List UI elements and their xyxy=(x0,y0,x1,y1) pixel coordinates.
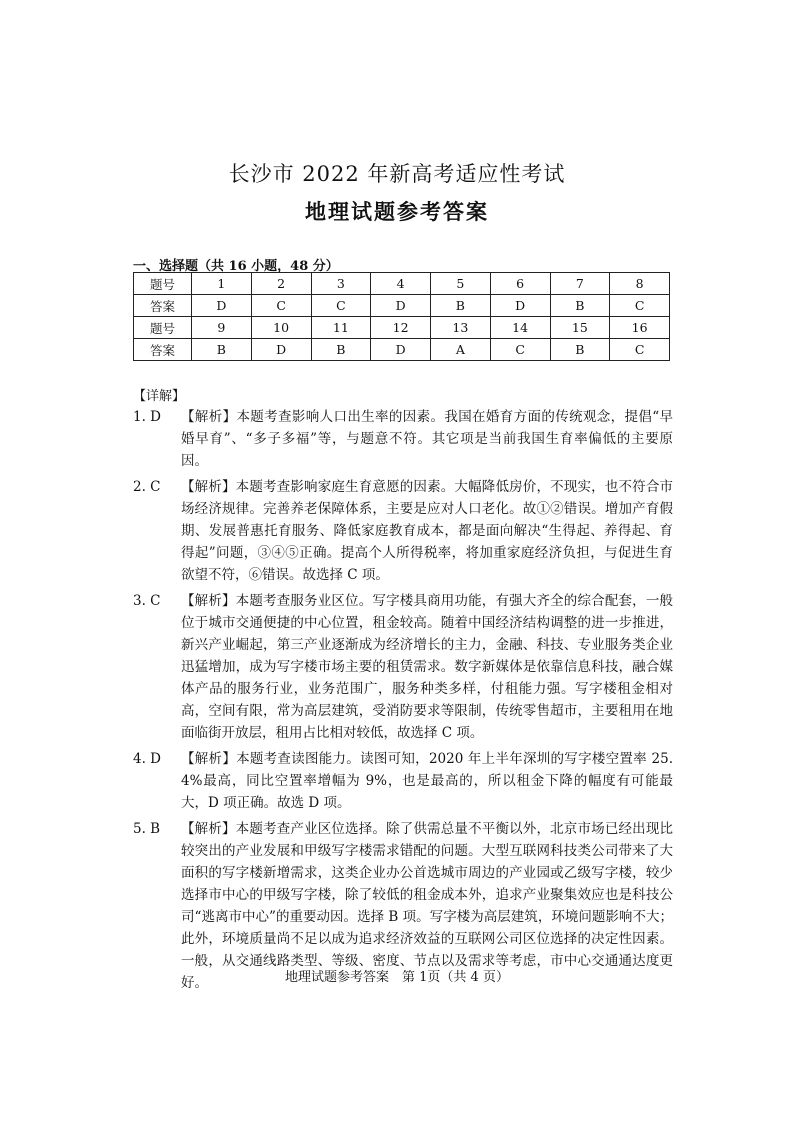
table-cell: D xyxy=(371,295,431,317)
document-title: 长沙市 2022 年新高考适应性考试 xyxy=(228,162,566,186)
table-cell: B xyxy=(192,339,252,361)
item-number: 3. C xyxy=(133,593,161,609)
row-label: 题号 xyxy=(134,317,192,339)
table-row xyxy=(134,339,670,361)
table-cell: D xyxy=(490,295,550,317)
table-cell: B xyxy=(311,339,371,361)
table-cell: 3 xyxy=(311,273,371,295)
item-text: 【解析】本题考查读图能力。读图可知，2020 年上半年深圳的写字楼空置率 25. 4%最高，同比空置率增幅为 9%，也是最高的，所以租金下降的幅度有可能最大，D 项正确。故选 D 项。 xyxy=(181,751,673,811)
table-cell: B xyxy=(550,295,610,317)
table-cell: 12 xyxy=(371,317,431,339)
row-label: 答案 xyxy=(134,339,192,361)
table-cell: C xyxy=(490,339,550,361)
list-item xyxy=(133,590,673,744)
table-cell: C xyxy=(610,339,670,361)
page-footer: 地理试题参考答案 第 1页（共 4 页） xyxy=(285,970,509,985)
item-text: 【解析】本题考查影响家庭生育意愿的因素。大幅降低房价，不现实，也不符合市场经济规律。完善养老保障体系，主要是应对人口老化。故①②错误。增加产育假期、发展普惠托育服务、降低家庭教育成本，都是面向解决“生得起、养得起、育得起”问题，③④⑤正确。提高个人所得税率，将加重家庭经济负担，与促进生育欲望不符，⑥错误。故选择 C 项。 xyxy=(181,479,673,583)
table-cell: 15 xyxy=(550,317,610,339)
table-cell: A xyxy=(431,339,491,361)
table-cell: C xyxy=(610,295,670,317)
table-cell: 9 xyxy=(192,317,252,339)
table-row xyxy=(134,317,670,339)
table-cell: 10 xyxy=(251,317,311,339)
table-cell: C xyxy=(311,295,371,317)
table-row xyxy=(134,273,670,295)
list-item xyxy=(133,406,673,472)
row-label: 题号 xyxy=(134,273,192,295)
table-cell: C xyxy=(251,295,311,317)
table-cell: D xyxy=(371,339,431,361)
table-cell: B xyxy=(431,295,491,317)
table-cell: D xyxy=(251,339,311,361)
table-cell: 14 xyxy=(490,317,550,339)
item-number: 1. D xyxy=(133,409,161,425)
detail-heading: 【详解】 xyxy=(133,389,186,404)
table-cell: 13 xyxy=(431,317,491,339)
section-heading: 一、选择题（共 16 小题，48 分） xyxy=(133,259,339,274)
item-text: 【解析】本题考查影响人口出生率的因素。我国在婚育方面的传统观念，提倡“早婚早育”、“多子多福”等，与题意不符。其它项是当前我国生育率偏低的主要原因。 xyxy=(181,409,673,469)
table-cell: 1 xyxy=(192,273,252,295)
item-number: 5. B xyxy=(133,821,161,837)
row-label: 答案 xyxy=(134,295,192,317)
item-number: 4. D xyxy=(133,751,161,767)
document-subtitle: 地理试题参考答案 xyxy=(305,199,489,224)
table-cell: 8 xyxy=(610,273,670,295)
list-item xyxy=(133,748,673,814)
table-row xyxy=(134,295,670,317)
table-cell: B xyxy=(550,339,610,361)
list-item xyxy=(133,476,673,586)
table-cell: 2 xyxy=(251,273,311,295)
table-cell: 5 xyxy=(431,273,491,295)
table-cell: 6 xyxy=(490,273,550,295)
answer-table xyxy=(133,272,670,361)
table-cell: 7 xyxy=(550,273,610,295)
item-text: 【解析】本题考查服务业区位。写字楼具商用功能，有强大齐全的综合配套，一般位于城市交通便捷的中心位置，租金较高。随着中国经济结构调整的进一步推进，新兴产业崛起，第三产业逐渐成为经济增长的主力，金融、科技、专业服务类企业迅猛增加，成为写字楼市场主要的租赁需求。数字新媒体是依靠信息科技，融合媒体产品的服务行业，业务范围广，服务种类多样，付租能力强。写字楼租金相对高，空间有限，常为高层建筑，受消防要求等限制，传统零售超市，主要租用在地面临街开放层，租用占比相对较低，故选择 C 项。 xyxy=(181,593,673,741)
table-cell: 11 xyxy=(311,317,371,339)
item-text: 【解析】本题考查产业区位选择。除了供需总量不平衡以外，北京市场已经出现比较突出的产业发展和甲级写字楼需求错配的问题。大型互联网科技类公司带来了大面积的写字楼新增需求，这类企业办公首选城市周边的产业园或乙级写字楼，较少选择市中心的甲级写字楼，除了较低的租金成本外，追求产业聚集效应也是科技公司“逃离市中心”的重要动因。选择 B 项。写字楼为高层建筑，环境问题影响不大；此外，环境质量尚不足以成为追求经济效益的互联网公司区位选择的决定性因素。一般，从交通线路类型、等级、密度、节点以及需求等考虑，市中心交通通达度更好。 xyxy=(181,821,673,991)
table-cell: 16 xyxy=(610,317,670,339)
explanation-list xyxy=(133,406,673,998)
item-number: 2. C xyxy=(133,479,161,495)
table-cell: D xyxy=(192,295,252,317)
table-cell: 4 xyxy=(371,273,431,295)
